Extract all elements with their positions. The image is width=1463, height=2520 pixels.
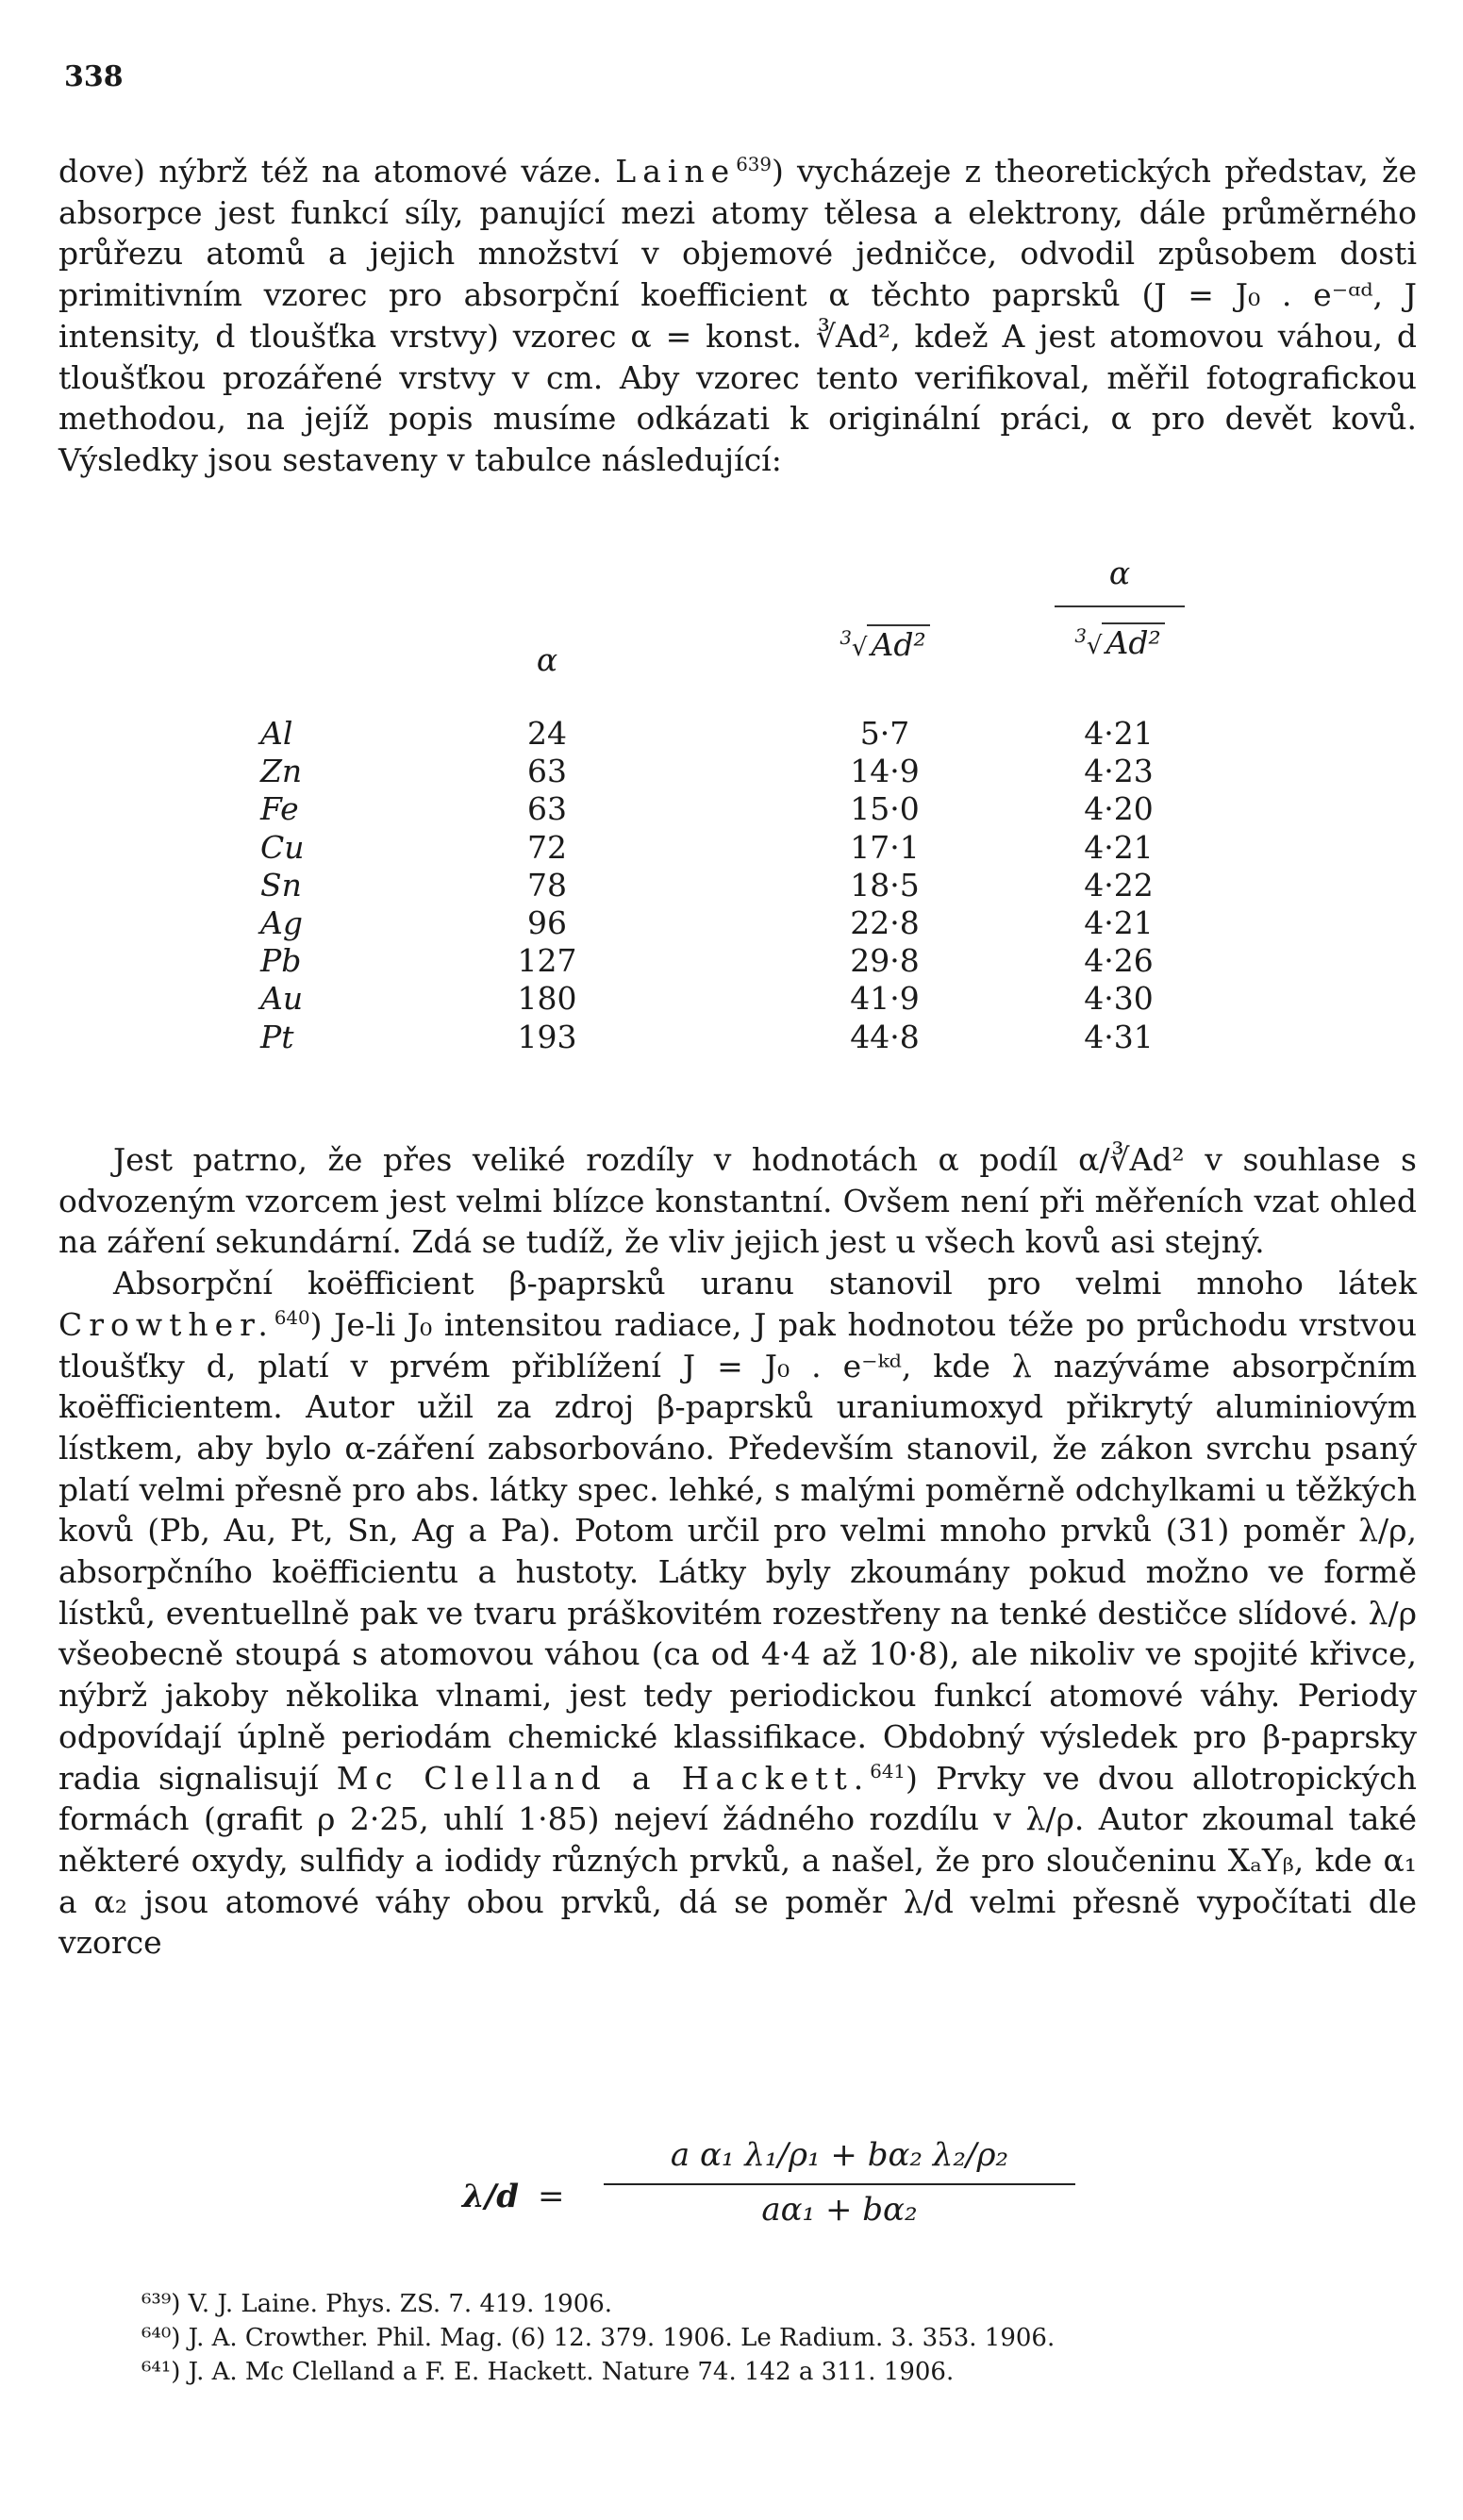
cube-root-cell: 18·5: [850, 866, 920, 904]
ratio-cell: 4·26: [1084, 942, 1154, 980]
header-cube-root: $^3$√ Ad²: [819, 626, 951, 663]
ratio-cell: 4·31: [1084, 1018, 1154, 1055]
intro-text-b: vycházeje z theoretických představ, že absorpce jest funkcí síly, panující mezi atomy tělesa a elektrony, dále průměrného průřezu atomů a jejich množství v objemové jedničce, odvodil způsobem dosti primitivním vzorec pro absorpční koefficient α těchto paprsků (J = J₀ . e⁻ᵅᵈ, J intensity, d tloušťka vrstvy) vzorec α = konst. ∛Ad², kdež A jest atomovou váhou, d tloušťkou prozářené vrstvy v cm. Aby vzorec tento verifikoval, měřil fotografickou methodou, na jejíž popis musíme odkázati k originální práci, α pro devět kovů. Výsledky jsou sestaveny v tabulce následující:: [58, 153, 1417, 478]
table-row: [226, 715, 1245, 753]
alpha-cell: 63: [527, 753, 567, 790]
header-ratio: [1039, 555, 1200, 661]
alpha-cell: 180: [517, 980, 577, 1018]
alpha-cell: 72: [527, 828, 567, 866]
ratio-cell: 4·21: [1084, 715, 1154, 752]
alpha-cell: 193: [517, 1018, 577, 1055]
cube-root-cell: 44·8: [850, 1018, 920, 1055]
element-cell: Pt: [260, 1018, 294, 1055]
cube-root-cell: 14·9: [850, 753, 920, 790]
header-cube-root-radicand: Ad²: [867, 624, 929, 663]
crowther-text-a: Absorpční koëfficient β-paprsků uranu stanovil pro velmi mnoho látek: [113, 1265, 1417, 1302]
formula-numerator: a α₁ λ₁/ρ₁ + bα₂ λ₂/ρ₂: [670, 2136, 1009, 2174]
formula-lhs: λ/d: [462, 2178, 520, 2215]
ratio-cell: 4·21: [1084, 828, 1154, 866]
cube-root-cell: 17·1: [850, 828, 920, 866]
author-crowther: Crowther.: [58, 1305, 274, 1343]
main-text: [58, 1139, 1417, 1964]
footnote-639: ⁶³⁹) V. J. Laine. Phys. ZS. 7. 419. 1906.: [141, 2290, 613, 2318]
element-cell: Sn: [260, 866, 302, 904]
header-ratio-numerator: α: [1108, 555, 1131, 591]
formula-denominator: aα₁ + bα₂: [761, 2191, 918, 2229]
table-body: [226, 715, 1245, 1056]
table-row: [226, 829, 1245, 867]
header-ratio-fraction-bar: [1055, 605, 1185, 607]
element-cell: Pb: [260, 942, 302, 980]
alpha-cell: 78: [527, 866, 567, 904]
footnote-ref-640: 640: [274, 1306, 310, 1329]
ratio-cell: 4·22: [1084, 866, 1154, 904]
footnote-641: ⁶⁴¹) J. A. Mc Clelland a F. E. Hackett. Nature 74. 142 a 311. 1906.: [141, 2358, 955, 2386]
element-cell: Zn: [260, 753, 303, 790]
formula-fraction-bar: [604, 2183, 1075, 2185]
element-cell: Al: [260, 715, 293, 752]
table-row: [226, 753, 1245, 790]
footnote-ref-639: 639: [736, 154, 772, 175]
element-cell: Ag: [260, 904, 303, 941]
footnote-640: ⁶⁴⁰) J. A. Crowther. Phil. Mag. (6) 12. 379. 1906. Le Radium. 3. 353. 1906.: [141, 2324, 1056, 2352]
header-alpha: α: [536, 641, 558, 678]
root-index: 3: [840, 627, 852, 649]
intro-paragraph: dove) nýbrž též na atomové váze. Laine$^{639}$) vycházeje z theoretických představ, že absorpce jest funkcí síly, panující mezi atomy tělesa a elektrony, dále průměrného průřezu atomů a jejich množství v objemové jedničce, odvodil způsobem dosti primitivním vzorec pro absorpční koefficient α těchto paprsků (J = J₀ . e⁻ᵅᵈ, J intensity, d tloušťka vrstvy) vzorec α = konst. ∛Ad², kdež A jest atomovou váhou, d tloušťkou prozářené vrstvy v cm. Aby vzorec tento verifikoval, měřil fotografickou methodou, na jejíž popis musíme odkázati k originální práci, α pro devět kovů. Výsledky jsou sestaveny v tabulce následující:: [58, 153, 1417, 478]
author-laine: Laine: [615, 153, 737, 190]
alpha-cell: 127: [517, 942, 577, 980]
cube-root-cell: 15·0: [850, 790, 920, 828]
table-row: [226, 1019, 1245, 1056]
cube-root-cell: 29·8: [850, 942, 920, 980]
page-number: 338: [64, 60, 124, 93]
ratio-cell: 4·30: [1084, 980, 1154, 1018]
element-cell: Au: [260, 980, 304, 1018]
alpha-cell: 96: [527, 904, 567, 941]
intro-text-a: dove) nýbrž též na atomové váze.: [58, 153, 603, 190]
crowther-text-b: Je-li J₀ intensitou radiace, J pak hodnotou téže po průchodu vrstvou tloušťky d, platí v prvém přiblížení J = J₀ . e⁻ᵏᵈ, kde λ nazýváme absorpčním koëfficientem. Autor užil za zdroj β-paprsků uraniumoxyd přikrytý aluminiovým lístkem, aby bylo α-záření zabsorbováno. Především stanovil, že zákon svrchu psaný platí velmi přesně pro abs. látky spec. lehké, s malými poměrně odchylkami u těžkých kovů (Pb, Au, Pt, Sn, Ag a Pa). Potom určil pro velmi mnoho prvků (31) poměr λ/ρ, absorpčního koëfficientu a hustoty. Látky byly zkoumány pokud možno ve formě lístků, eventuellně pak ve tvaru práškovitém rozestřeny na tenké destičce slídové. λ/ρ všeobecně stoupá s atomovou váhou (ca od 4·4 až 10·8), ale nikoliv ve spojité křivce, nýbrž jakoby několika vlnami, jest tedy periodickou funkcí atomové váhy. Periody odpovídají úplně periodám chemické klassifikace. Obdobný výsledek pro β-paprsky radia signalisují: [58, 1305, 1417, 1797]
absorption-table: [226, 555, 1245, 1056]
footnote-ref-641: 641: [870, 1760, 906, 1782]
ratio-cell: 4·23: [1084, 753, 1154, 790]
crowther-text-c: Prvky ve dvou allotropických formách (grafit ρ 2·25, uhlí 1·85) nejeví žádného rozdílu v λ/ρ. Autor zkoumal také některé oxydy, sulfidy a iodidy různých prvků, a našel, že pro sloučeninu XₐYᵦ, kde α₁ a α₂ jsou atomové váhy obou prvků, dá se poměr λ/d velmi přesně vypočítati dle vzorce: [58, 1759, 1417, 1962]
header-ratio-denominator: $^3$√ Ad²: [1039, 624, 1200, 661]
formula-equals: =: [538, 2178, 565, 2215]
table-row: [226, 942, 1245, 980]
element-cell: Fe: [260, 790, 299, 828]
ratio-cell: 4·21: [1084, 904, 1154, 941]
table-row: [226, 790, 1245, 828]
paragraph-crowther: Absorpční koëfficient β-paprsků uranu stanovil pro velmi mnoho látek Crowther.$^{640}$) Je-li J₀ intensitou radiace, J pak hodnotou téže po průchodu vrstvou tloušťky d, platí v prvém přiblížení J = J₀ . e⁻ᵏᵈ, kde λ nazýváme absorpčním koëfficientem. Autor užil za zdroj β-paprsků uraniumoxyd přikrytý aluminiovým lístkem, aby bylo α-záření zabsorbováno. Především stanovil, že zákon svrchu psaný platí velmi přesně pro abs. látky spec. lehké, s malými poměrně odchylkami u těžkých kovů (Pb, Au, Pt, Sn, Ag a Pa). Potom určil pro velmi mnoho prvků (31) poměr λ/ρ, absorpčního koëfficientu a hustoty. Látky byly zkoumány pokud možno ve formě lístků, eventuellně pak ve tvaru práškovitém rozestřeny na tenké destičce slídové. λ/ρ všeobecně stoupá s atomovou váhou (ca od 4·4 až 10·8), ale nikoliv ve spojité křivce, nýbrž jakoby několika vlnami, jest tedy periodickou funkcí atomové váhy. Periody odpovídají úplně periodám chemické klassifikace. Obdobný výsledek pro β-paprsky radia signalisují Mc Clelland a Hackett.$^{641}$) Prvky ve dvou allotropických formách (grafit ρ 2·25, uhlí 1·85) nejeví žádného rozdílu v λ/ρ. Autor zkoumal také některé oxydy, sulfidy a iodidy různých prvků, a našel, že pro sloučeninu XₐYᵦ, kde α₁ a α₂ jsou atomové váhy obou prvků, dá se poměr λ/d velmi přesně vypočítati dle vzorce: [58, 1265, 1417, 1962]
cube-root-cell: 41·9: [850, 980, 920, 1018]
formula-fraction: [604, 2136, 1075, 2229]
cube-root-cell: 22·8: [850, 904, 920, 941]
paragraph-ratio-constancy: Jest patrno, že přes veliké rozdíly v hodnotách α podíl α/∛Ad² v souhlase s odvozeným vzorcem jest velmi blízce konstantní. Ovšem není při měřeních vzat ohled na záření sekundární. Zdá se tudíž, že vliv jejich jest u všech kovů asi stejný.: [58, 1141, 1417, 1261]
cube-root-cell: 5·7: [859, 715, 910, 752]
footnotes: [141, 2287, 1415, 2389]
ratio-cell: 4·20: [1084, 790, 1154, 828]
alpha-cell: 24: [527, 715, 567, 752]
alpha-cell: 63: [527, 790, 567, 828]
table-row: [226, 904, 1245, 942]
table-header: [226, 555, 1245, 715]
formula: [443, 2136, 1104, 2259]
table-row: [226, 980, 1245, 1018]
authors-mcclelland-hackett: Mc Clelland a Hackett.: [336, 1759, 871, 1797]
element-cell: Cu: [260, 828, 305, 866]
table-row: [226, 867, 1245, 904]
